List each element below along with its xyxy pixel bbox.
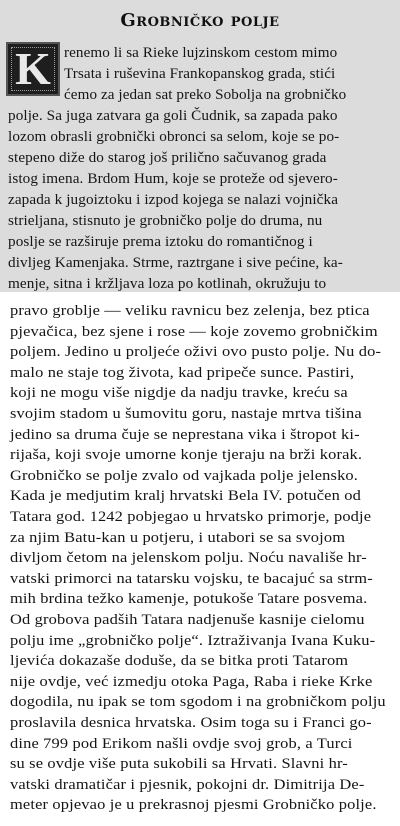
bottom-line: dine 799 pod Erikom našli ovdje svoj grob, a Turci <box>10 734 353 752</box>
bottom-line: pravo groblje — veliku ravnicu bez zelenja, bez ptica <box>10 302 370 319</box>
top-line: strieljana, stisnuto je grobničko polje do druma, nu <box>8 212 323 229</box>
bottom-line: mih brdina težko kamenje, potukoše Tatare posvema. <box>10 590 368 608</box>
top-line: istog imena. Brdom Hum, koje se proteže od sjevero- <box>8 170 338 187</box>
top-line: polje. Sa juga zatvara ga goli Čudnik, sa zapada pako <box>8 107 338 124</box>
bottom-line: dogodila, nu ipak se tom sgodom i na grobničkom polju <box>10 693 386 711</box>
dropcap-initial <box>6 42 60 96</box>
bottom-line: proslavila desnica hrvatska. Osim toga su i Franci go- <box>10 714 372 731</box>
bottom-line: Od grobova padših Tatara nadjenuše kasnije cielomu <box>10 611 365 628</box>
top-line: divljeg Kamenjaka. Strme, raztrgane i sive pećine, ka- <box>8 254 343 271</box>
top-line: poslje se razširuje prema iztoku do romantičnog i <box>8 233 313 250</box>
bottom-line: polju ime „grobničko polje“. Iztraživanja Ivana Kuku- <box>10 631 376 649</box>
bottom-line: vatski dramatičar i pjesnik, pokojni dr. Dimitrija De- <box>10 775 365 793</box>
dropcap-letter: K <box>15 43 51 94</box>
bottom-line: Tatara god. 1242 pobjegao u hrvatsko primorje, podje <box>10 508 372 525</box>
article-title: Grobničko polje <box>120 10 280 31</box>
bottom-line: su se ovdje više puta sukobili sa Hrvati. Slavni hr- <box>10 755 348 773</box>
top-line: stepeno diže do starog još prilično sačuvanog grada <box>8 149 327 166</box>
top-line: menje, sitna i kržljava loza po kotlinah, okružuju to <box>8 275 327 292</box>
bottom-line: za njim Batu-kan u potjeru, i utabori se sa svojom <box>10 528 346 546</box>
bottom-line: rijaša, koji svoje umorne konje tjeraju na brži korak. <box>10 446 363 464</box>
bottom-line: vatski primorci na tatarsku vojsku, te bacajuć sa strm- <box>10 569 373 587</box>
bottom-line: jedino sa druma čuje se neprestana vika i štropot ki- <box>10 425 360 443</box>
top-line: lozom obrasli grobnički obronci sa selom, koje se po- <box>8 128 340 145</box>
top-line: ćemo za jedan sat preko Sobolja na grobničko <box>64 86 347 103</box>
bottom-line: Kada je medjutim kralj hrvatski Bela IV. potučen od <box>10 487 361 505</box>
bottom-line: poljem. Jedino u proljeće oživi ovo pusto polje. Nu do- <box>10 343 382 361</box>
bottom-line: malo ne staje tog života, kad pripeče sunce. Pastiri, <box>10 363 355 381</box>
bottom-line: Grobničko se polje zvalo od vajkada polje jelensko. <box>10 466 359 484</box>
bottom-line: pjevačica, bez sjene i rose — koje zovemo grobničkim <box>10 322 378 340</box>
bottom-line: ljevića dokazaše doduše, da se bitka proti Tatarom <box>10 652 349 670</box>
top-line: zapada k jugoiztoku i izpod kojega se nalazi vojnička <box>8 191 339 208</box>
bottom-line: nije ovdje, već izmedju otoka Paga, Raba i rieke Krke <box>10 672 373 690</box>
bottom-line: meter opjevao je u prekrasnoj pjesmi Grobničko polje. <box>10 796 377 814</box>
bottom-line: koji ne mogu više nigdje da nadju travke, kreću sa <box>10 384 348 402</box>
top-line: renemo li sa Rieke lujzinskom cestom mimo <box>64 44 338 61</box>
top-line: Trsata i ruševina Frankopanskog grada, stići <box>64 65 336 82</box>
bottom-line: svojim stadom u šumovitu goru, nastaje mrtva tišina <box>10 405 362 422</box>
bottom-line: divljom četom na jelenskom polju. Noću navališe hr- <box>10 549 367 567</box>
